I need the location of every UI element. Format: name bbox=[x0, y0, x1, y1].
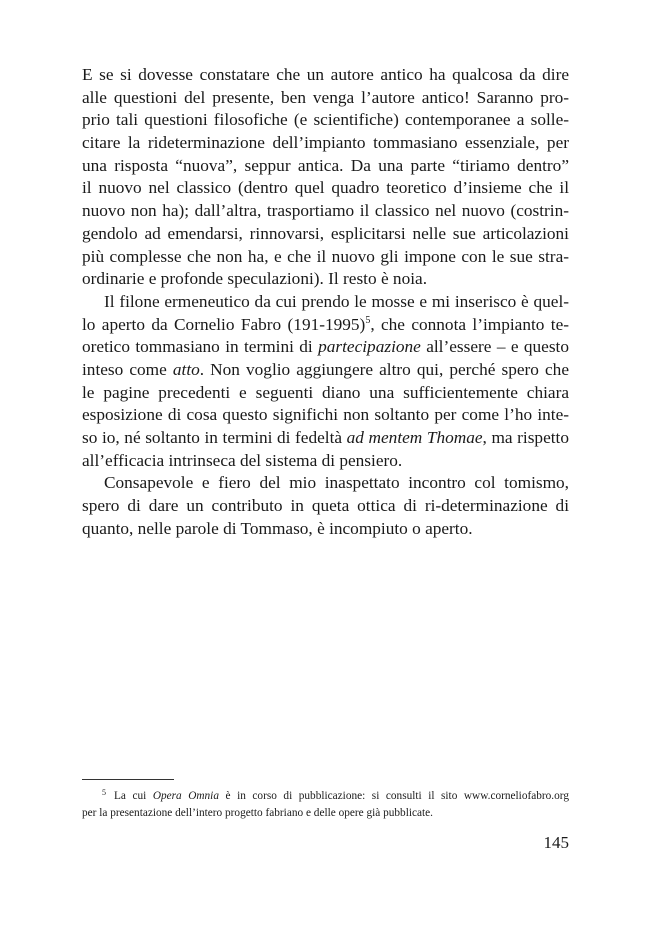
footnote-line: per la presentazione dell’intero progetto fabriano e delle opere già pubblicate. bbox=[82, 807, 433, 819]
text-line: E se si dovesse constatare che un autore antico ha qualcosa da dire bbox=[82, 65, 569, 84]
text-line: una risposta “nuova”, seppur antica. Da una parte “tiriamo dentro” bbox=[82, 155, 569, 175]
text-line: spero di dare un contributo in queta ottica di ri-determinazione di bbox=[82, 496, 569, 516]
footnote-reference: 5 bbox=[365, 314, 371, 326]
paragraph-3 bbox=[82, 472, 569, 540]
text-line: gendolo ad emendarsi, rinnovarsi, esplicitarsi nelle sue articolazioni bbox=[82, 223, 569, 243]
text-line: più complesse che non ha, e che il nuovo gli impone con le sue stra- bbox=[82, 246, 569, 266]
text-line: il nuovo nel classico (dentro quel quadro teoretico d’insieme che il bbox=[82, 178, 569, 198]
footnote-separator bbox=[82, 779, 174, 780]
emphasis: partecipazione bbox=[318, 337, 421, 357]
text-line: lo aperto da Cornelio Fabro $(191-1995)^5$, che connota l’impianto te- bbox=[82, 314, 570, 334]
footnote-block bbox=[82, 784, 569, 822]
text-line: alle questioni del presente, ben venga l’autore antico! Saranno pro- bbox=[82, 87, 569, 107]
emphasis: atto bbox=[172, 359, 200, 379]
text-line: inteso come atto. Non voglio aggiungere altro qui, perché spero che bbox=[82, 359, 569, 379]
footnote-emphasis: Opera Omnia bbox=[152, 790, 219, 802]
text-line: Consapevole e fiero del mio inaspettato incontro col tomismo, bbox=[104, 473, 569, 493]
main-text bbox=[82, 64, 569, 540]
footnote-number: 5 bbox=[102, 788, 106, 797]
text-line: esposizione di cosa questo significhi non soltanto per come l’ho inte- bbox=[82, 405, 569, 425]
text-line: all’efficacia intrinseca del sistema di pensiero. bbox=[82, 450, 403, 470]
footnote-line: $^5$ La cui Opera Omnia è in corso di pubblicazione: si consulti il sito www.corneliofabro.org bbox=[102, 788, 569, 802]
text-line: citare la rideterminazione dell’impianto tommasiano essenziale, per bbox=[82, 133, 569, 153]
text-line: oretico tommasiano in termini di partecipazione all’essere – e questo bbox=[82, 337, 569, 357]
text-line: ordinarie e profonde speculazioni). Il resto è noia. bbox=[82, 269, 428, 289]
text-line: prio tali questioni filosofiche (e scientifiche) contemporanee a solle- bbox=[82, 110, 569, 130]
text-line: nuovo non ha); dall’altra, trasportiamo il classico nel nuovo (costrin- bbox=[82, 201, 569, 221]
paragraph-2 bbox=[82, 291, 569, 473]
page-number: 145 bbox=[543, 833, 569, 852]
text-line: quanto, nelle parole di Tommaso, è incompiuto o aperto. bbox=[82, 518, 473, 538]
text-line: Il filone ermeneutico da cui prendo le mosse e mi inserisco è quel- bbox=[104, 291, 569, 311]
text-line: le pagine precedenti e seguenti diano una sufficientemente chiara bbox=[82, 382, 569, 402]
emphasis: ad mentem Thomae bbox=[346, 428, 483, 447]
text-line: so io, né soltanto in termini di fedeltà ad mentem Thomae, ma rispetto bbox=[82, 428, 569, 447]
paragraph-1 bbox=[82, 64, 569, 291]
